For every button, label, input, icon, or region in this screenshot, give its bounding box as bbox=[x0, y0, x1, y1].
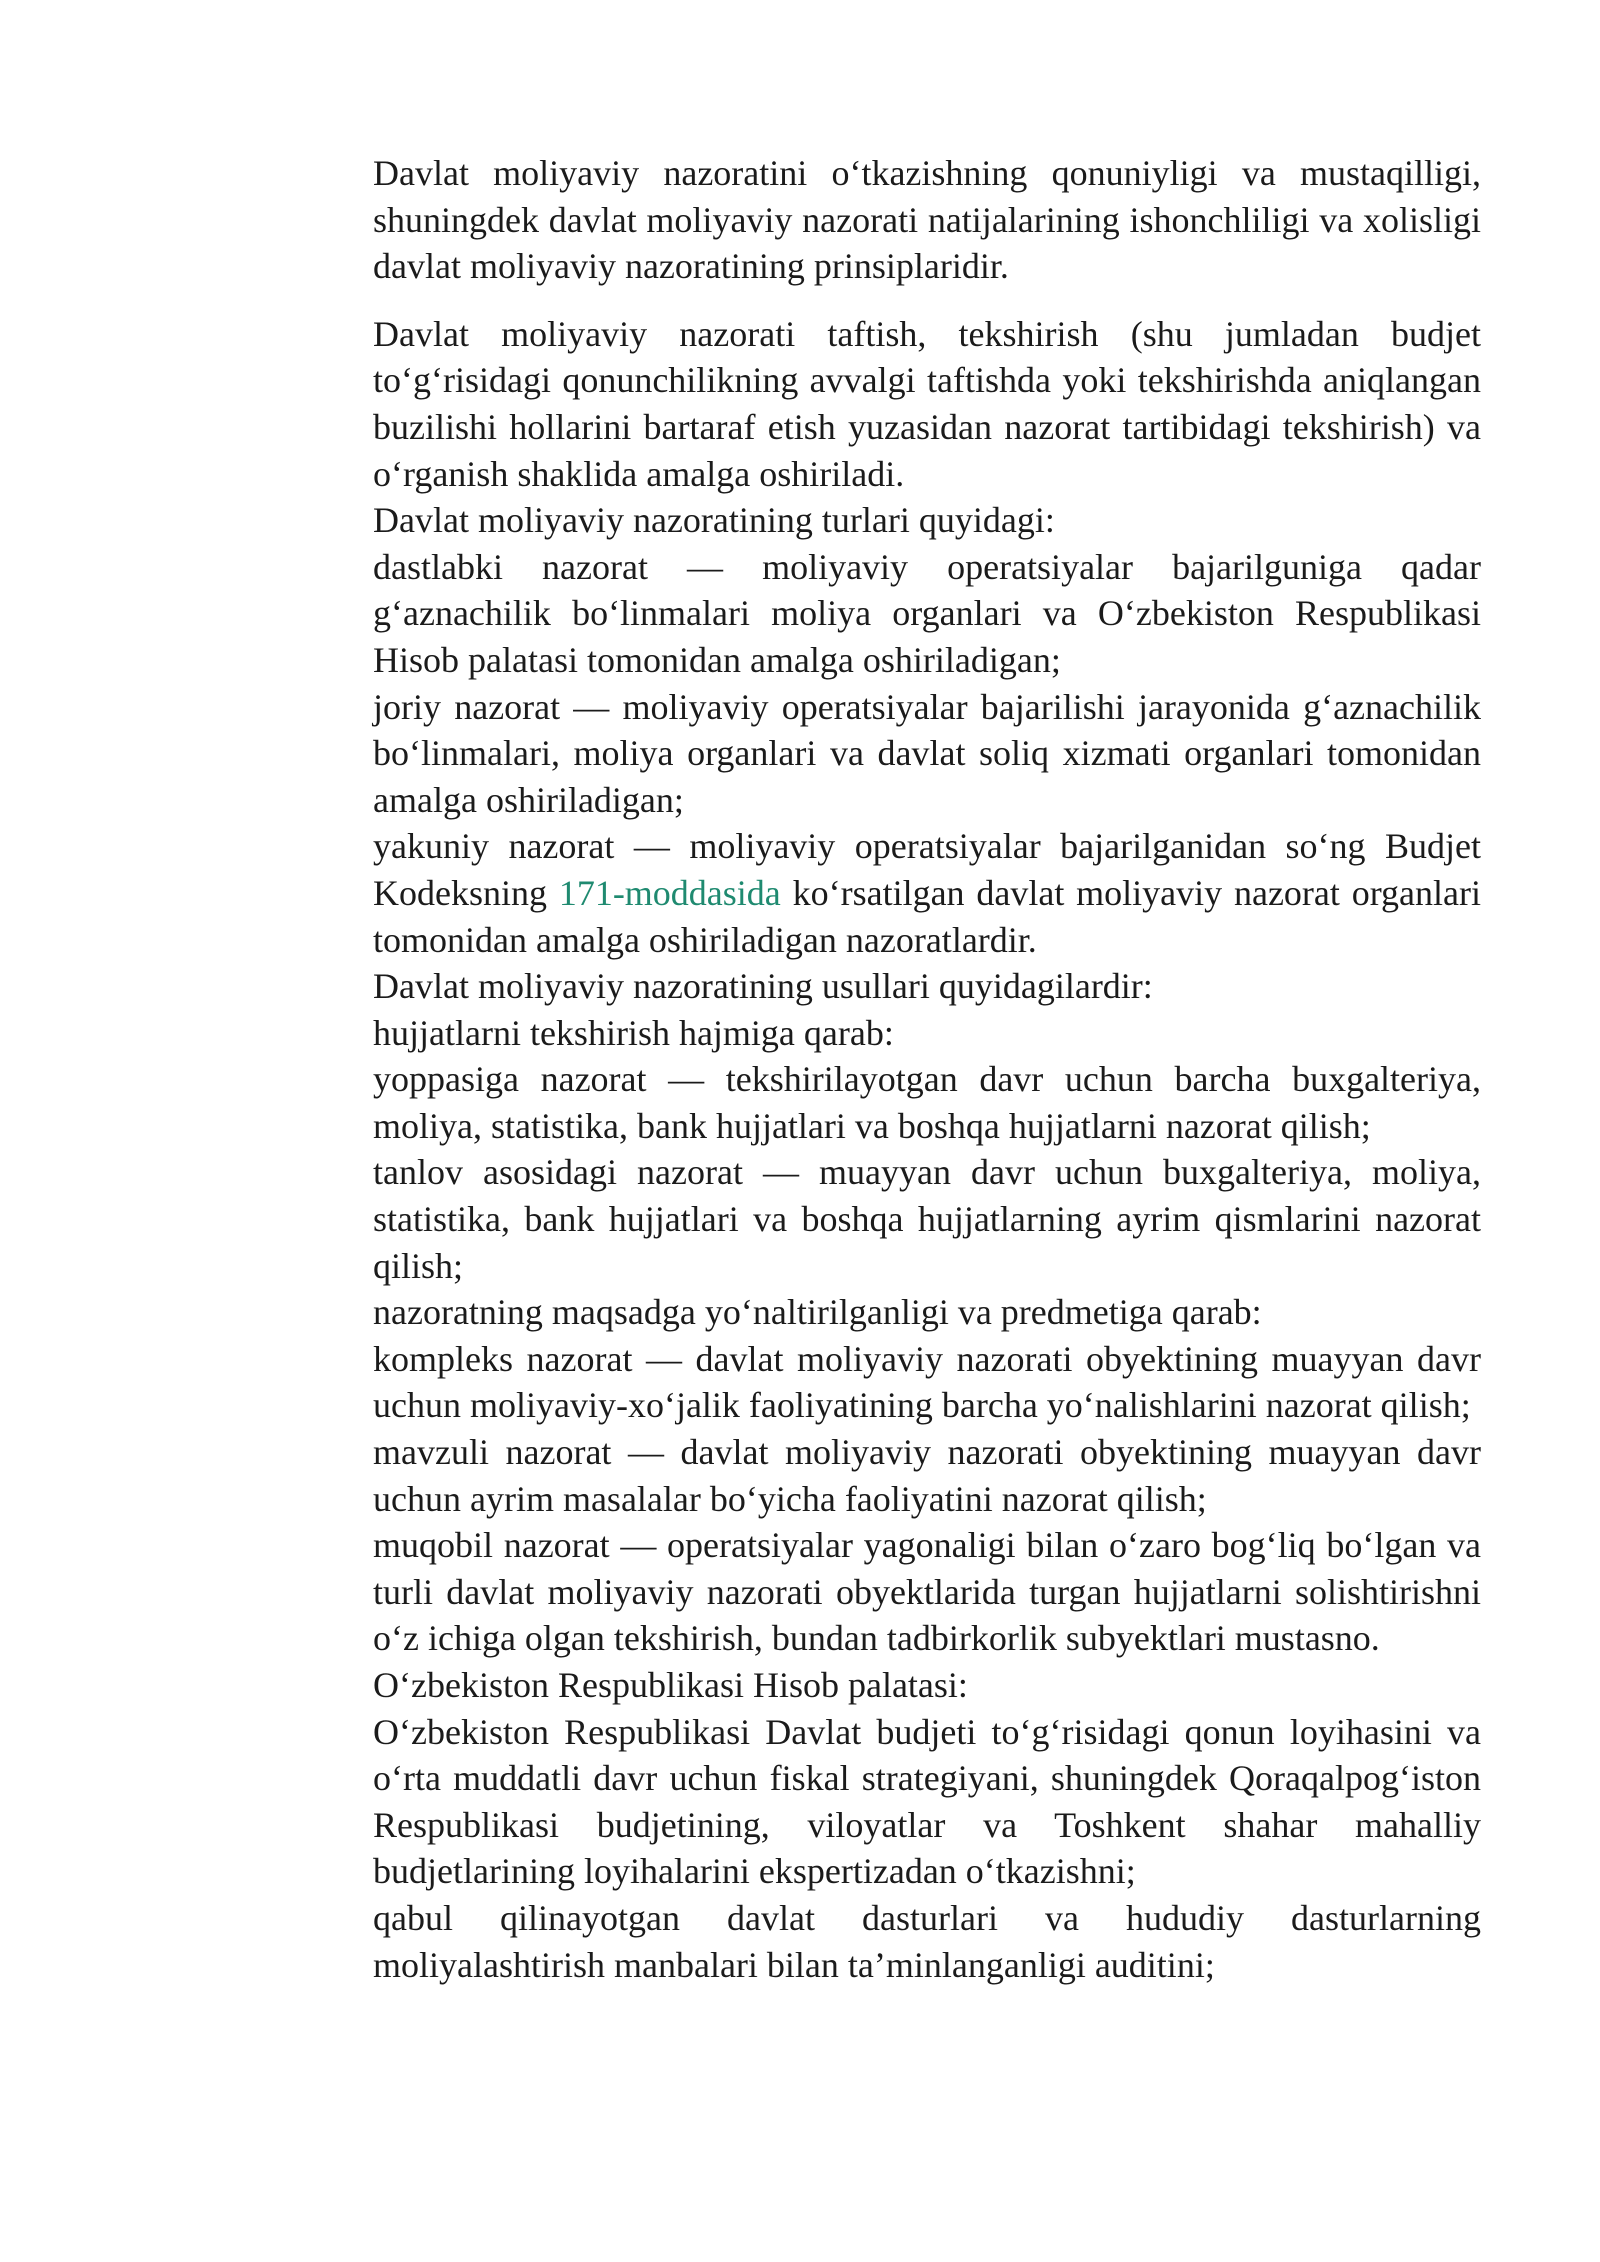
paragraph-sample-control: tanlov asosidagi nazorat — muayyan davr uchun buxgalteriya, moliya, statistika, bank hujjatlari va boshqa hujjatlarning ayrim qismlarini nazorat qilish; bbox=[373, 1152, 1481, 1286]
paragraph-program-audit: qabul qilinayotgan davlat dasturlari va hududiy dasturlarning moliyalashtirish manbalari bilan ta’minlanganligi auditini; bbox=[373, 1897, 1481, 1985]
paragraph-types-heading: Davlat moliyaviy nazoratining turlari quyidagi: bbox=[373, 500, 1055, 541]
article-171-link[interactable]: 171-moddasida bbox=[558, 872, 781, 913]
paragraph-final-control bbox=[373, 823, 1481, 963]
paragraph-audit-chamber-heading: O‘zbekiston Respublikasi Hisob palatasi: bbox=[373, 1665, 968, 1705]
paragraph-current-control: joriy nazorat — moliyaviy operatsiyalar bajarilishi jarayonida g‘aznachilik bo‘linmalari, moliya organlari va davlat soliq xizmati organlari tomonidan amalga oshiriladigan; bbox=[373, 686, 1481, 820]
paragraph-preliminary-control: dastlabki nazorat — moliyaviy operatsiyalar bajarilguniga qadar g‘aznachilik bo‘linmalari moliya organlari va O‘zbekiston Respublikasi Hisob palatasi tomonidan amalga oshiriladigan; bbox=[373, 546, 1481, 680]
paragraph-forms: Davlat moliyaviy nazorati taftish, tekshirish (shu jumladan budjet to‘g‘risidagi qonunchilikning avvalgi taftishda yoki tekshirishda aniqlangan buzilishi hollarini bartaraf etish yuzasidan nazorat tartibidagi tekshirish) va o‘rganish shaklida amalga oshiriladi. bbox=[373, 313, 1481, 494]
paragraph-budget-expertise: O‘zbekiston Respublikasi Davlat budjeti to‘g‘risidagi qonun loyihasini va o‘rta muddatli davr uchun fiskal strategiyani, shuningdek Qoraqalpog‘iston Respublikasi budjetining, viloyatlar va Toshkent shahar mahalliy budjetlarining loyihalarini ekspertizadan o‘tkazishni; bbox=[373, 1711, 1481, 1892]
paragraph-by-purpose: nazoratning maqsadga yo‘naltirilganligi va predmetiga qarab: bbox=[373, 1292, 1262, 1333]
final-control-text-before: yakuniy nazorat — moliyaviy operatsiyalar bajarilganidan so‘ng Budjet Kodeksning bbox=[373, 826, 1481, 913]
paragraph-principles: Davlat moliyaviy nazoratini o‘tkazishning qonuniyligi va mustaqilligi, shuningdek davlat moliyaviy nazorati natijalarining ishonchliligi va xolisligi davlat moliyaviy nazoratining prinsiplaridir. bbox=[373, 153, 1481, 287]
final-control-text-after: ko‘rsatilgan davlat moliyaviy nazorat organlari tomonidan amalga oshiriladigan nazoratlardir. bbox=[373, 872, 1481, 960]
document-body bbox=[373, 150, 1481, 1988]
paragraph-by-volume: hujjatlarni tekshirish hajmiga qarab: bbox=[373, 1012, 894, 1053]
paragraph-alternative-control: muqobil nazorat — operatsiyalar yagonaligi bilan o‘zaro bog‘liq bo‘lgan va turli davlat moliyaviy nazorati obyektlarida turgan hujjatlarni solishtirishni o‘z ichiga olgan tekshirish, bundan tadbirkorlik subyektlari mustasno. bbox=[373, 1525, 1481, 1659]
paragraph-methods-heading: Davlat moliyaviy nazoratining usullari quyidagilardir: bbox=[373, 966, 1153, 1007]
paragraph-complex-control: kompleks nazorat — davlat moliyaviy nazorati obyektining muayyan davr uchun moliyaviy-xo‘jalik faoliyatining barcha yo‘nalishlarini nazorat qilish; bbox=[373, 1338, 1481, 1426]
paragraph-full-control: yoppasiga nazorat — tekshirilayotgan davr uchun barcha buxgalteriya, moliya, statistika, bank hujjatlari va boshqa hujjatlarni nazorat qilish; bbox=[373, 1059, 1481, 1146]
paragraph-thematic-control: mavzuli nazorat — davlat moliyaviy nazorati obyektining muayyan davr uchun ayrim masalalar bo‘yicha faoliyatini nazorat qilish; bbox=[373, 1432, 1481, 1519]
